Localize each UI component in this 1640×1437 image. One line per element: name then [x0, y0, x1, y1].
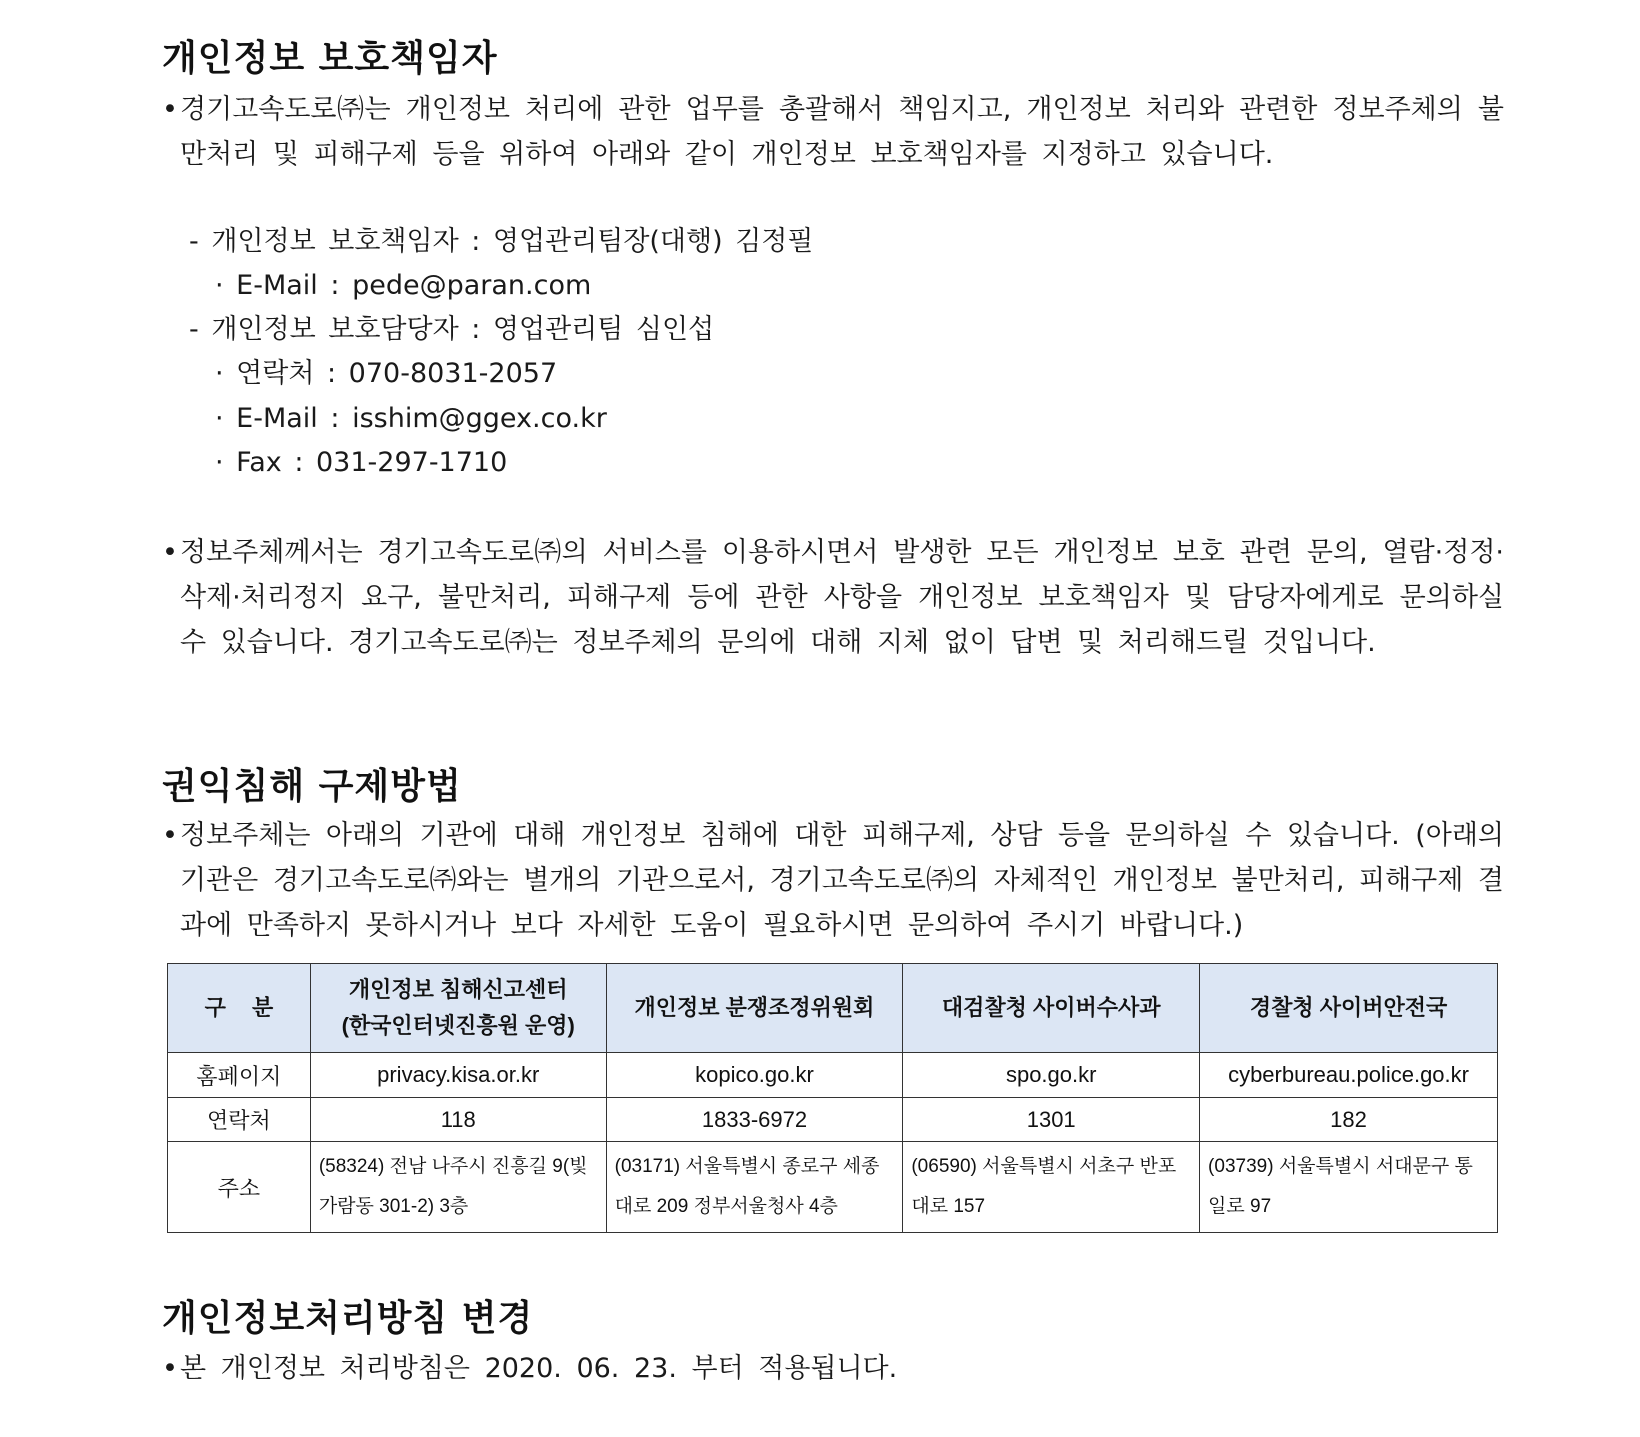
contact-spo: 1301	[903, 1098, 1200, 1142]
paragraph-text: 본 개인정보 처리방침은 2020. 06. 23. 부터 적용됩니다.	[180, 1353, 898, 1384]
homepage-link-kisa[interactable]: privacy.kisa.or.kr	[310, 1053, 606, 1098]
row-label-address: 주소	[168, 1142, 311, 1233]
paragraph-privacy-officer-intro	[162, 87, 1504, 177]
header-police: 경찰청 사이버안전국	[1200, 964, 1498, 1053]
section-heading-remedy: 권익침해 구제방법	[162, 766, 462, 807]
address-kopico: (03171) 서울특별시 종로구 세종대로 209 정부서울청사 4층	[606, 1142, 903, 1233]
header-kopico: 개인정보 분쟁조정위원회	[606, 964, 903, 1053]
section-heading-policy-change: 개인정보처리방침 변경	[162, 1298, 534, 1339]
bullet-icon: •	[162, 537, 178, 568]
row-label-contact: 연락처	[168, 1098, 311, 1142]
address-spo: (06590) 서울특별시 서초구 반포대로 157	[903, 1142, 1200, 1233]
row-label-homepage: 홈페이지	[168, 1053, 311, 1098]
contact-line-officer: - 개인정보 보호책임자 : 영업관리팀장(대행) 김정필	[189, 226, 814, 257]
contact-line-manager-email: · E-Mail : isshim@ggex.co.kr	[215, 403, 607, 434]
section-heading-privacy-officer: 개인정보 보호책임자	[162, 38, 498, 79]
contact-police: 182	[1200, 1098, 1498, 1142]
paragraph-inquiry-notice	[162, 530, 1504, 665]
header-kisa	[310, 964, 606, 1053]
table-row-contact	[168, 1098, 1498, 1142]
table-header-row	[168, 964, 1498, 1053]
header-category: 구 분	[168, 964, 311, 1053]
homepage-link-police[interactable]: cyberbureau.police.go.kr	[1200, 1053, 1498, 1098]
table-row-address	[168, 1142, 1498, 1233]
header-spo: 대검찰청 사이버수사과	[903, 964, 1200, 1053]
address-police: (03739) 서울특별시 서대문구 통일로 97	[1200, 1142, 1498, 1233]
contact-line-manager: - 개인정보 보호담당자 : 영업관리팀 심인섭	[189, 314, 715, 345]
paragraph-remedy-intro	[162, 813, 1504, 948]
bullet-icon: •	[162, 1353, 178, 1384]
address-kisa: (58324) 전남 나주시 진흥길 9(빛가람동 301-2) 3층	[310, 1142, 606, 1233]
contact-line-officer-email: · E-Mail : pede@paran.com	[215, 270, 592, 301]
paragraph-text: 정보주체께서는 경기고속도로㈜의 서비스를 이용하시면서 발생한 모든 개인정보 보호 관련 문의, 열람·정정·삭제·처리정지 요구, 불만처리, 피해구제 등에 관한 사항을 개인정보 보호책임자 및 담당자에게로 문의하실 수 있습니다. 경기고속도로㈜는 정보주체의 문의에 대해 지체 없이 답변 및 처리해드릴 것입니다.	[180, 537, 1504, 658]
agency-table	[167, 963, 1498, 1233]
contact-line-manager-phone: · 연락처 : 070-8031-2057	[215, 358, 558, 389]
header-kisa-line2: (한국인터넷진흥원 운영)	[341, 1013, 575, 1038]
paragraph-policy-effective	[162, 1346, 1504, 1391]
contact-line-manager-fax: · Fax : 031-297-1710	[215, 447, 508, 478]
homepage-link-kopico[interactable]: kopico.go.kr	[606, 1053, 903, 1098]
header-kisa-line1: 개인정보 침해신고센터	[348, 977, 568, 1002]
paragraph-text: 정보주체는 아래의 기관에 대해 개인정보 침해에 대한 피해구제, 상담 등을 문의하실 수 있습니다. (아래의 기관은 경기고속도로㈜와는 별개의 기관으로서, 경기고속도로㈜의 자체적인 개인정보 불만처리, 피해구제 결과에 만족하지 못하시거나 보다 자세한 도움이 필요하시면 문의하여 주시기 바랍니다.)	[180, 820, 1504, 941]
homepage-link-spo[interactable]: spo.go.kr	[903, 1053, 1200, 1098]
contact-kopico: 1833-6972	[606, 1098, 903, 1142]
paragraph-text: 경기고속도로㈜는 개인정보 처리에 관한 업무를 총괄해서 책임지고, 개인정보 처리와 관련한 정보주체의 불만처리 및 피해구제 등을 위하여 아래와 같이 개인정보 보호책임자를 지정하고 있습니다.	[180, 94, 1504, 170]
contact-kisa: 118	[310, 1098, 606, 1142]
table-row-homepage	[168, 1053, 1498, 1098]
bullet-icon: •	[162, 94, 178, 125]
bullet-icon: •	[162, 820, 178, 851]
